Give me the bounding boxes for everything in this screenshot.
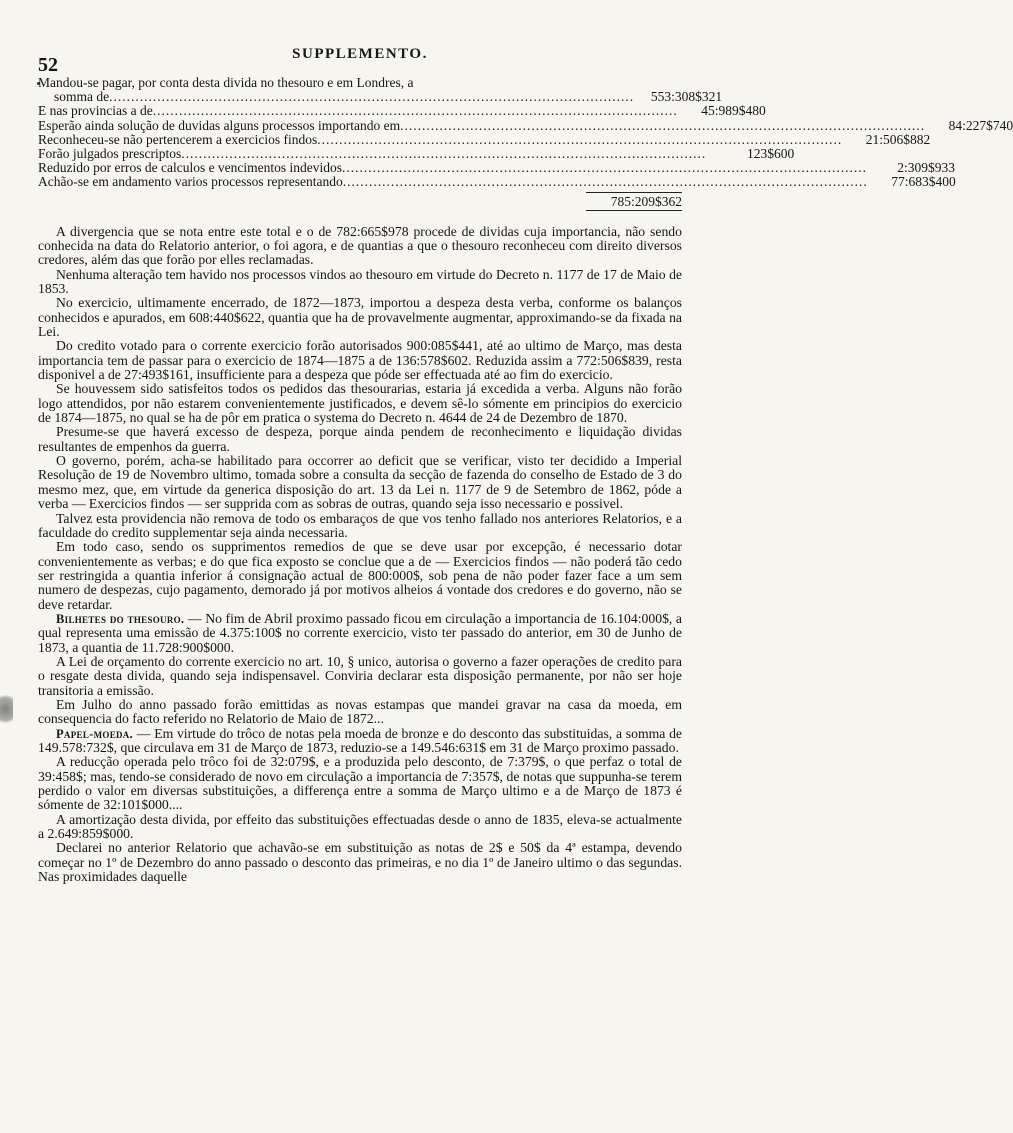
- ledger-total-row: [38, 192, 682, 211]
- paragraph: [38, 512, 682, 541]
- running-head: SUPPLEMENTO.: [292, 46, 428, 62]
- paragraph-text: Em todo caso, sendo os supprimentos remedios de que se deve usar por excepção, é necessario dotar convenientemente as verbas; e do que fica exposto se conclue que a de — Exercicios findos — não poderá tão cedo ser restringida a quantia inferior á consignação actual de 800:000$, sob pena de não poder fazer face a um sem numero de despezas, cujo pagamento, demorado já por motivos alheios á vontade dos credores e do governo, não se deve retardar.: [38, 539, 682, 612]
- ledger-amount: 84:227$740: [948, 117, 1013, 133]
- paragraph-text: Talvez esta providencia não remova de todo os embaraços de que vos tenho fallado nos anteriores Relatorios, e a faculdade do credito supplementar seja ainda necessaria.: [38, 510, 682, 540]
- paragraph: [38, 425, 682, 454]
- ledger-desc: [38, 175, 868, 189]
- ledger-desc-text: somma de: [54, 89, 110, 105]
- paragraph: [38, 698, 682, 727]
- ledger-desc: [38, 90, 634, 104]
- paragraph-text: A reducção operada pelo trôco foi de 32:079$, e a produzida pelo desconto, de 7:379$, o que perfaz o total de 39:458$; mas, tendo-se considerado de novo em circulação a importancia de 7:357$, de notas que suppunha-se terem perdido o valor em diversas substituições, a differença entre a somma de Março ultimo e a de Março de 1873 é sómente de 32:101$000....: [38, 754, 682, 813]
- ledger-desc: [38, 104, 678, 118]
- paragraph-text: Se houvessem sido satisfeitos todos os pedidos das thesourarias, estaria já excedida a verba. Alguns não forão logo attendidos, por não estarem convenientemente justificados, e devem sê-lo sómente em principios do exercicio de 1874—1875, no qual se ha de pôr em pratica o systema do Decreto n. 4644 de 24 de Dezembro de 1870.: [38, 381, 682, 426]
- ledger-desc: [38, 133, 842, 147]
- paragraph-text: O governo, porém, acha-se habilitado para occorrer ao deficit que se verificar, visto ter decidido a Imperial Resolução de 19 de Novembro ultimo, tomada sobre a consulta da secção de fazenda do conselho de Estado de 3 do mesmo mez, que, em virtude da generica disposição do art. 13 da Lei n. 1177 de 9 de Setembro de 1862, póde a verba — Exercicios findos — ser supprida com as sobras de outras, quando seja isso necessario e possivel.: [38, 453, 682, 512]
- dot-leader: ........................................................................................................................: [109, 89, 635, 105]
- section-lead: Papel-moeda.: [56, 726, 134, 741]
- dot-leader: ........................................................................................................................: [342, 174, 868, 190]
- ledger-amount: 553:308$321: [650, 89, 723, 105]
- document-page: [38, 40, 1013, 885]
- ledger-desc-text: E nas provincias a de: [38, 103, 153, 119]
- ledger-amount: 2:309$933: [897, 160, 956, 176]
- paragraph-text: No exercicio, ultimamente encerrado, de 1872—1873, importou a despeza desta verba, conforme os balanços conhecidos e apurados, em 608:440$622, quantia que ha de provavelmente augmentar, approximando-se da fixada na Lei.: [38, 295, 682, 340]
- paragraph: [38, 727, 682, 756]
- paragraph-text: — No fim de Abril proximo passado ficou em circulação a importancia de 16.104:000$, a qual representa uma emissão de 4.375:100$ no corrente exercicio, visto ter passado do anterior, em 30 de Junho de 1873, a quantia de 11.728:900$000.: [38, 610, 682, 655]
- paragraph: [38, 755, 682, 812]
- ledger-amount: 123$600: [746, 146, 795, 162]
- dot-leader: ........................................................................................................................: [181, 146, 707, 162]
- paragraph: [38, 841, 682, 884]
- section-lead: Bilhetes do thesouro.: [56, 611, 185, 626]
- ledger-row: [38, 103, 766, 119]
- ledger-desc-text: Forão julgados prescriptos: [38, 146, 182, 162]
- ledger-desc: [38, 161, 867, 175]
- paragraph-text: Declarei no anterior Relatorio que achavão-se em substituição as notas de 2$ e 50$ da 4ª estampa, devendo começar no 1º de Dezembro do anno passado o desconto das primeiras, e no dia 1º de Janeiro ultimo o das segundas. Nas proximidades daquelle: [38, 840, 682, 885]
- paragraph-text: Em Julho do anno passado forão emittidas as novas estampas que mandei gravar na casa da moeda, em consequencia do facto referido no Relatorio de Maio de 1872...: [38, 696, 682, 727]
- ledger-amount: 77:683$400: [891, 174, 956, 190]
- paragraph-text: Nenhuma alteração tem havido nos processos vindos ao thesouro em virtude do Decreto n. 1177 de 17 de Maio de 1853.: [38, 266, 682, 296]
- paragraph-text: A Lei de orçamento do corrente exercicio no art. 10, § unico, autorisa o governo a fazer operações de credito para o resgate desta divida, quando seja indispensavel. Conviria declarar esta disposição permanente, por não ser hoje transitoria a emissão.: [38, 653, 682, 698]
- dot-leader: ........................................................................................................................: [400, 117, 926, 133]
- paragraph: [38, 540, 682, 612]
- ledger-desc-text: Reconheceu-se não pertencerem a exercicios findos: [38, 131, 318, 147]
- paragraph-text: — Em virtude do trôco de notas pela moeda de bronze e do desconto das substituidas, a somma de 149.578:732$, que circulava em 31 de Março de 1873, reduzio-se a 149.546:631$ em 31 de Março proximo passado.: [38, 725, 682, 755]
- ledger-desc-text: Reduzido por erros de calculos e vencimentos indevidos: [38, 160, 343, 176]
- ledger-row: [38, 117, 1013, 133]
- ledger-table: [38, 75, 1013, 190]
- dot-leader: ........................................................................................................................: [317, 131, 843, 147]
- ledger-desc-text: Esperão ainda solução de duvidas alguns processos importando em: [38, 117, 401, 133]
- paragraph: [38, 454, 682, 511]
- ink-blot: [0, 690, 13, 728]
- paragraph: [38, 813, 682, 842]
- dot-leader: ........................................................................................................................: [342, 160, 868, 176]
- paragraph: [38, 655, 682, 698]
- ledger-row: [38, 160, 956, 176]
- paragraph-text: A divergencia que se nota entre este total e o de 782:665$978 procede de dividas cuja importancia, não sendo conhecida na data do Relatorio anterior, o foi agora, e de quantias a que o thesouro reconheceu com direito diversos credores, além das que forão por elles reclamadas.: [38, 223, 682, 268]
- paragraph: [38, 296, 682, 339]
- ledger-desc: [38, 147, 706, 161]
- ledger-row: [38, 146, 795, 162]
- ledger-amount: 45:989$480: [701, 103, 766, 119]
- ledger-row: [38, 76, 682, 90]
- ledger-total: 785:209$362: [586, 192, 682, 211]
- ledger-desc-text: Mandou-se pagar, por conta desta divida no thesouro e em Londres, a: [38, 75, 414, 90]
- ledger-desc: [38, 119, 925, 133]
- paragraph-text: A amortização desta divida, por effeito das substituições effectuadas desde o anno de 1835, eleva-se actualmente a 2.649:859$000.: [38, 811, 682, 842]
- paragraph: [38, 612, 682, 655]
- ledger-amount: 21:506$882: [865, 131, 931, 147]
- paragraph-text: Do credito votado para o corrente exercicio forão autorisados 900:085$441, até ao ultimo de Março, mas desta importancia tem de passar para o exercicio de 1874—1875 a de 136:578$602. Reduzida assim a 772:506$839, resta disponivel a de 27:493$161, insufficiente para a despeza que póde ser effectuada até ao fim do exercicio.: [38, 338, 682, 383]
- body-text: [38, 225, 682, 885]
- ledger-row: [38, 131, 931, 147]
- paragraph: [38, 339, 682, 382]
- paragraph: [38, 382, 682, 425]
- ledger-desc-text: Achão-se em andamento varios processos representando: [38, 174, 343, 190]
- ledger-desc: [38, 76, 594, 90]
- page-header: [38, 40, 682, 76]
- dot-leader: ........................................................................................................................: [152, 103, 678, 119]
- ledger-row: [38, 174, 956, 190]
- paragraph-text: Presume-se que haverá excesso de despeza, porque ainda pendem de reconhecimento e liquidação dividas resultantes de empenhos da guerra.: [38, 424, 682, 454]
- paragraph: [38, 225, 682, 268]
- ledger-row: [38, 89, 723, 105]
- paragraph: [38, 268, 682, 297]
- page-number: 52: [38, 54, 58, 76]
